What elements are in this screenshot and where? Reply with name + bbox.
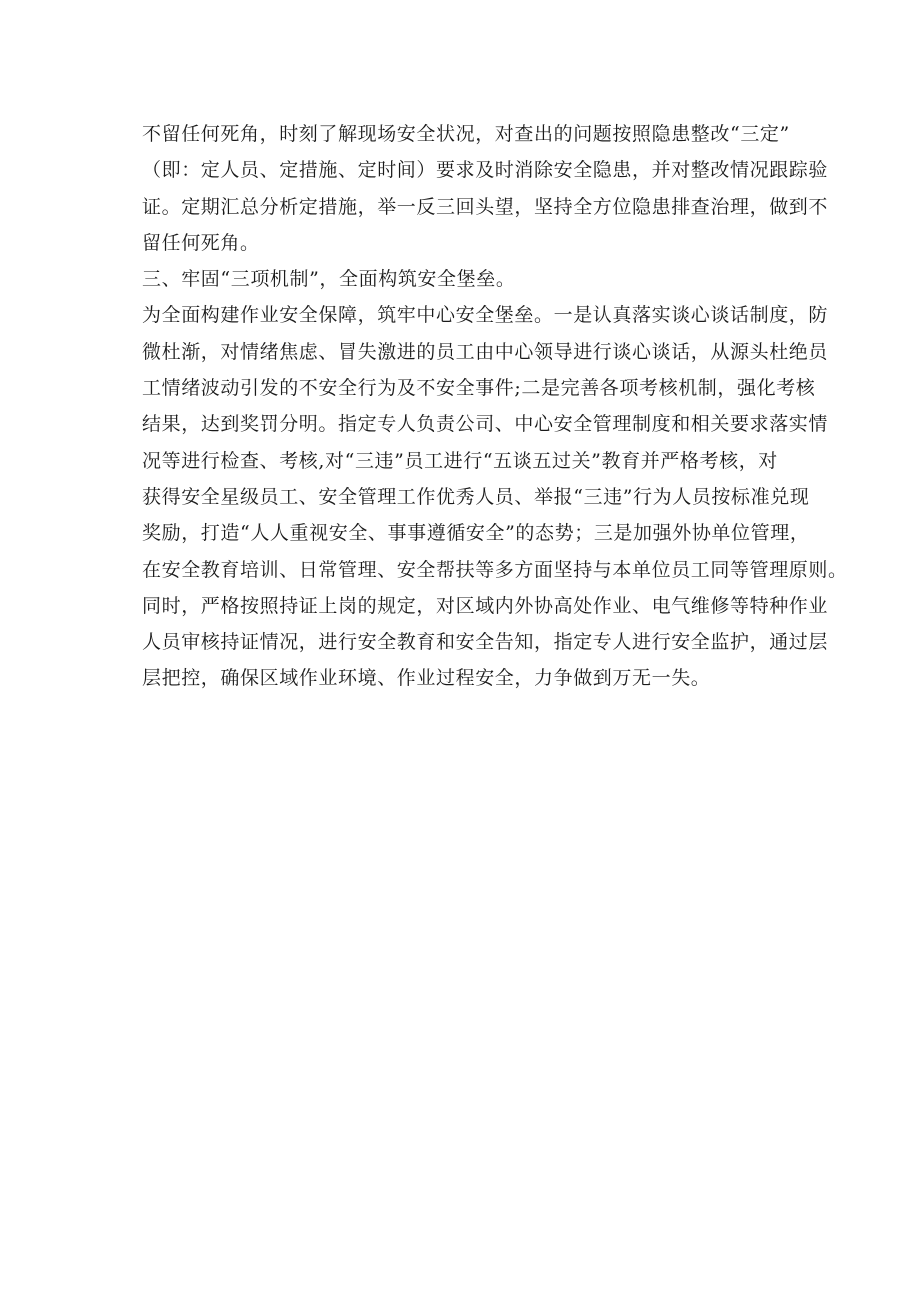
paragraph-hazard-inspection: [142, 116, 829, 261]
text-line: 层把控，确保区域作业环境、作业过程安全，力争做到万无一失。: [142, 667, 711, 690]
text-line: 同时，严格按照持证上岗的规定，对区域内外协高处作业、电气维修等特种作业: [142, 594, 829, 617]
text-line: 在安全教育培训、日常管理、安全帮扶等多方面坚持与本单位员工同等管理原则。: [142, 558, 848, 581]
text-line: 证。定期汇总分析定措施，举一反三回头望，坚持全方位隐患排查治理，做到不: [142, 195, 829, 218]
paragraph-three-mechanisms: [142, 297, 848, 696]
text-line: 留任何死角。: [142, 231, 260, 254]
text-line: 微杜渐，对情绪焦虑、冒失激进的员工由中心领导进行谈心谈话，从源头杜绝员: [142, 340, 829, 363]
text-line: 人员审核持证情况，进行安全教育和安全告知，指定专人进行安全监护，通过层: [142, 631, 829, 654]
text-line: 结果，达到奖罚分明。指定专人负责公司、中心安全管理制度和相关要求落实情: [142, 413, 829, 436]
text-line: （即：定人员、定措施、定时间）要求及时消除安全隐患，并对整改情况跟踪验: [142, 159, 829, 182]
text-line: 奖励，打造“人人重视安全、事事遵循安全”的态势；三是加强外协单位管理，: [142, 522, 810, 545]
text-line: 不留任何死角，时刻了解现场安全状况，对查出的问题按照隐患整改“三定”: [142, 123, 790, 145]
text-line: 况等进行检查、考核,对“三违”员工进行“五谈五过关”教育并严格考核，对: [142, 449, 778, 472]
section-heading-3: 三、牢固“三项机制”，全面构筑安全堡垒。: [142, 268, 516, 291]
text-line: 工情绪波动引发的不安全行为及不安全事件;二是完善各项考核机制，强化考核: [142, 377, 816, 400]
text-line: 为全面构建作业安全保障，筑牢中心安全堡垒。一是认真落实谈心谈话制度，防: [142, 304, 829, 327]
document-page: [142, 116, 848, 697]
text-line: 获得安全星级员工、安全管理工作优秀人员、举报“三违”行为人员按标准兑现: [142, 485, 810, 508]
